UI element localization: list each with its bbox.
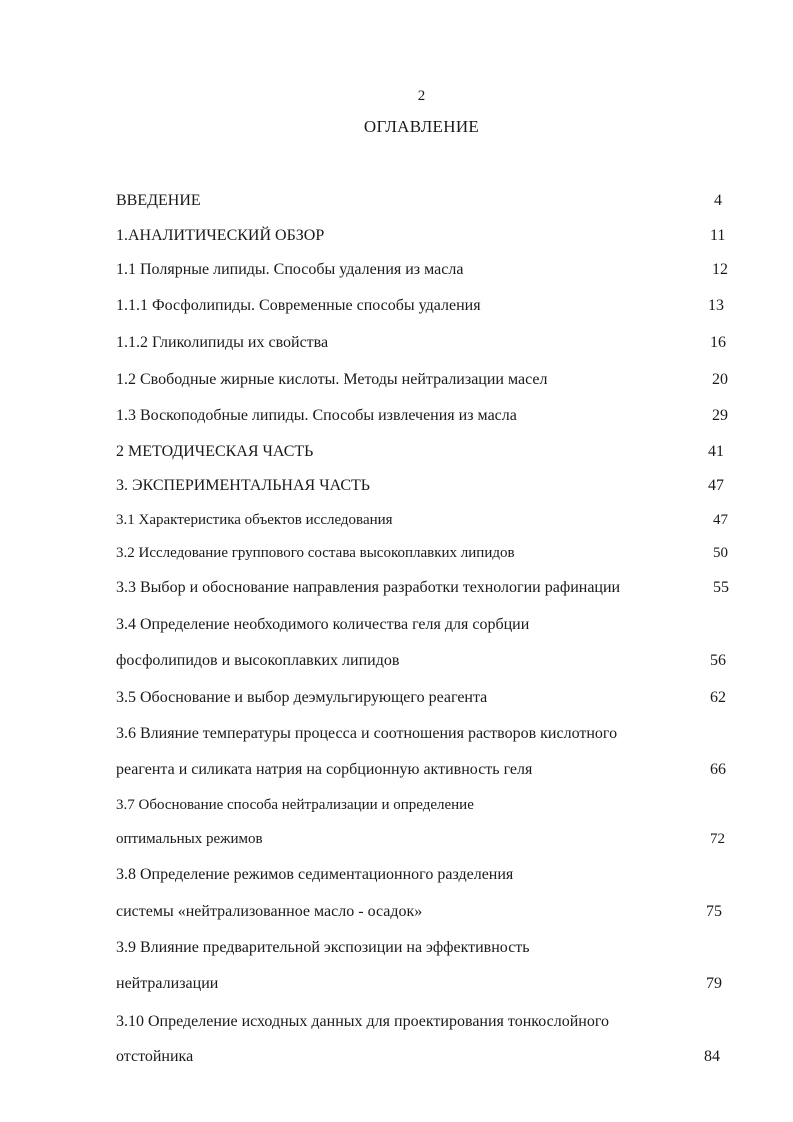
toc-entry-title: 1.1.2 Гликолипиды их свойства [116,334,329,351]
page-number: 2 [417,88,426,104]
page-title: ОГЛАВЛЕНИЕ [363,117,480,136]
toc-entry-title: 3.7 Обоснование способа нейтрализации и определение [116,797,474,813]
toc-entry-page: 50 [713,545,728,561]
toc-entry-title-continued: реагента и силиката натрия на сорбционную активность геля [116,761,533,778]
toc-entry-page: 29 [712,407,728,424]
toc-entry-title: 3.9 Влияние предварительной экспозиции на эффективность [116,939,530,956]
toc-entry-title: 1.1 Полярные липиды. Способы удаления из масла [116,261,464,278]
toc-entry-page: 47 [713,512,728,528]
toc-entry-page: 13 [708,297,724,314]
toc-entry-title: 3.8 Определение режимов седиментационного разделения [116,866,514,883]
toc-entry-title: 3. ЭКСПЕРИМЕНТАЛЬНАЯ ЧАСТЬ [116,477,370,494]
toc-entry-page: 41 [708,443,724,460]
toc-entry-page: 47 [708,477,724,494]
toc-entry-title-continued: отстойника [116,1048,194,1065]
toc-entry-title-continued: оптимальных режимов [116,831,263,847]
toc-entry-title: 3.4 Определение необходимого количества геля для сорбции [116,616,530,633]
toc-entry-page: 16 [710,334,726,351]
toc-entry-title: 1.АНАЛИТИЧЕСКИЙ ОБЗОР [116,227,325,244]
toc-entry-title: 3.10 Определение исходных данных для проектирования тонкослойного [116,1013,609,1030]
toc-entry-title: 3.6 Влияние температуры процесса и соотношения растворов кислотного [116,725,618,742]
toc-entry-page: 12 [712,261,728,278]
toc-entry-title: 3.5 Обоснование и выбор деэмульгирующего реагента [116,689,488,706]
toc-entry-page: 79 [706,975,722,992]
toc-entry-title-continued: фосфолипидов и высокоплавких липидов [116,652,400,669]
toc-entry-title: 3.3 Выбор и обоснование направления разработки технологии рафинации [116,579,621,596]
toc-entry-page: 20 [712,371,728,388]
toc-entry-page: 55 [713,579,729,596]
toc-entry-title: 1.1.1 Фосфолипиды. Современные способы удаления [116,297,481,314]
toc-entry-page: 84 [704,1048,720,1065]
toc-entry-page: 72 [710,831,725,847]
toc-entry-title: 3.1 Характеристика объектов исследования [116,512,393,528]
toc-entry-title: 2 МЕТОДИЧЕСКАЯ ЧАСТЬ [116,443,314,460]
toc-entry-page: 66 [710,761,726,778]
toc-entry-page: 62 [710,689,726,706]
toc-entry-title: ВВЕДЕНИЕ [116,192,201,209]
toc-entry-page: 75 [706,903,722,920]
toc-entry-title: 1.2 Свободные жирные кислоты. Методы нейтрализации масел [116,371,548,388]
toc-entry-title-continued: системы «нейтрализованное масло - осадок» [116,903,423,920]
toc-entry-page: 56 [710,652,726,669]
toc-entry-title: 1.3 Воскоподобные липиды. Способы извлечения из масла [116,407,517,424]
toc-entry-title-continued: нейтрализации [116,975,219,992]
toc-entry-page: 4 [714,192,722,209]
toc-entry-page: 11 [710,227,726,244]
toc-entry-title: 3.2 Исследование группового состава высокоплавких липидов [116,545,515,561]
